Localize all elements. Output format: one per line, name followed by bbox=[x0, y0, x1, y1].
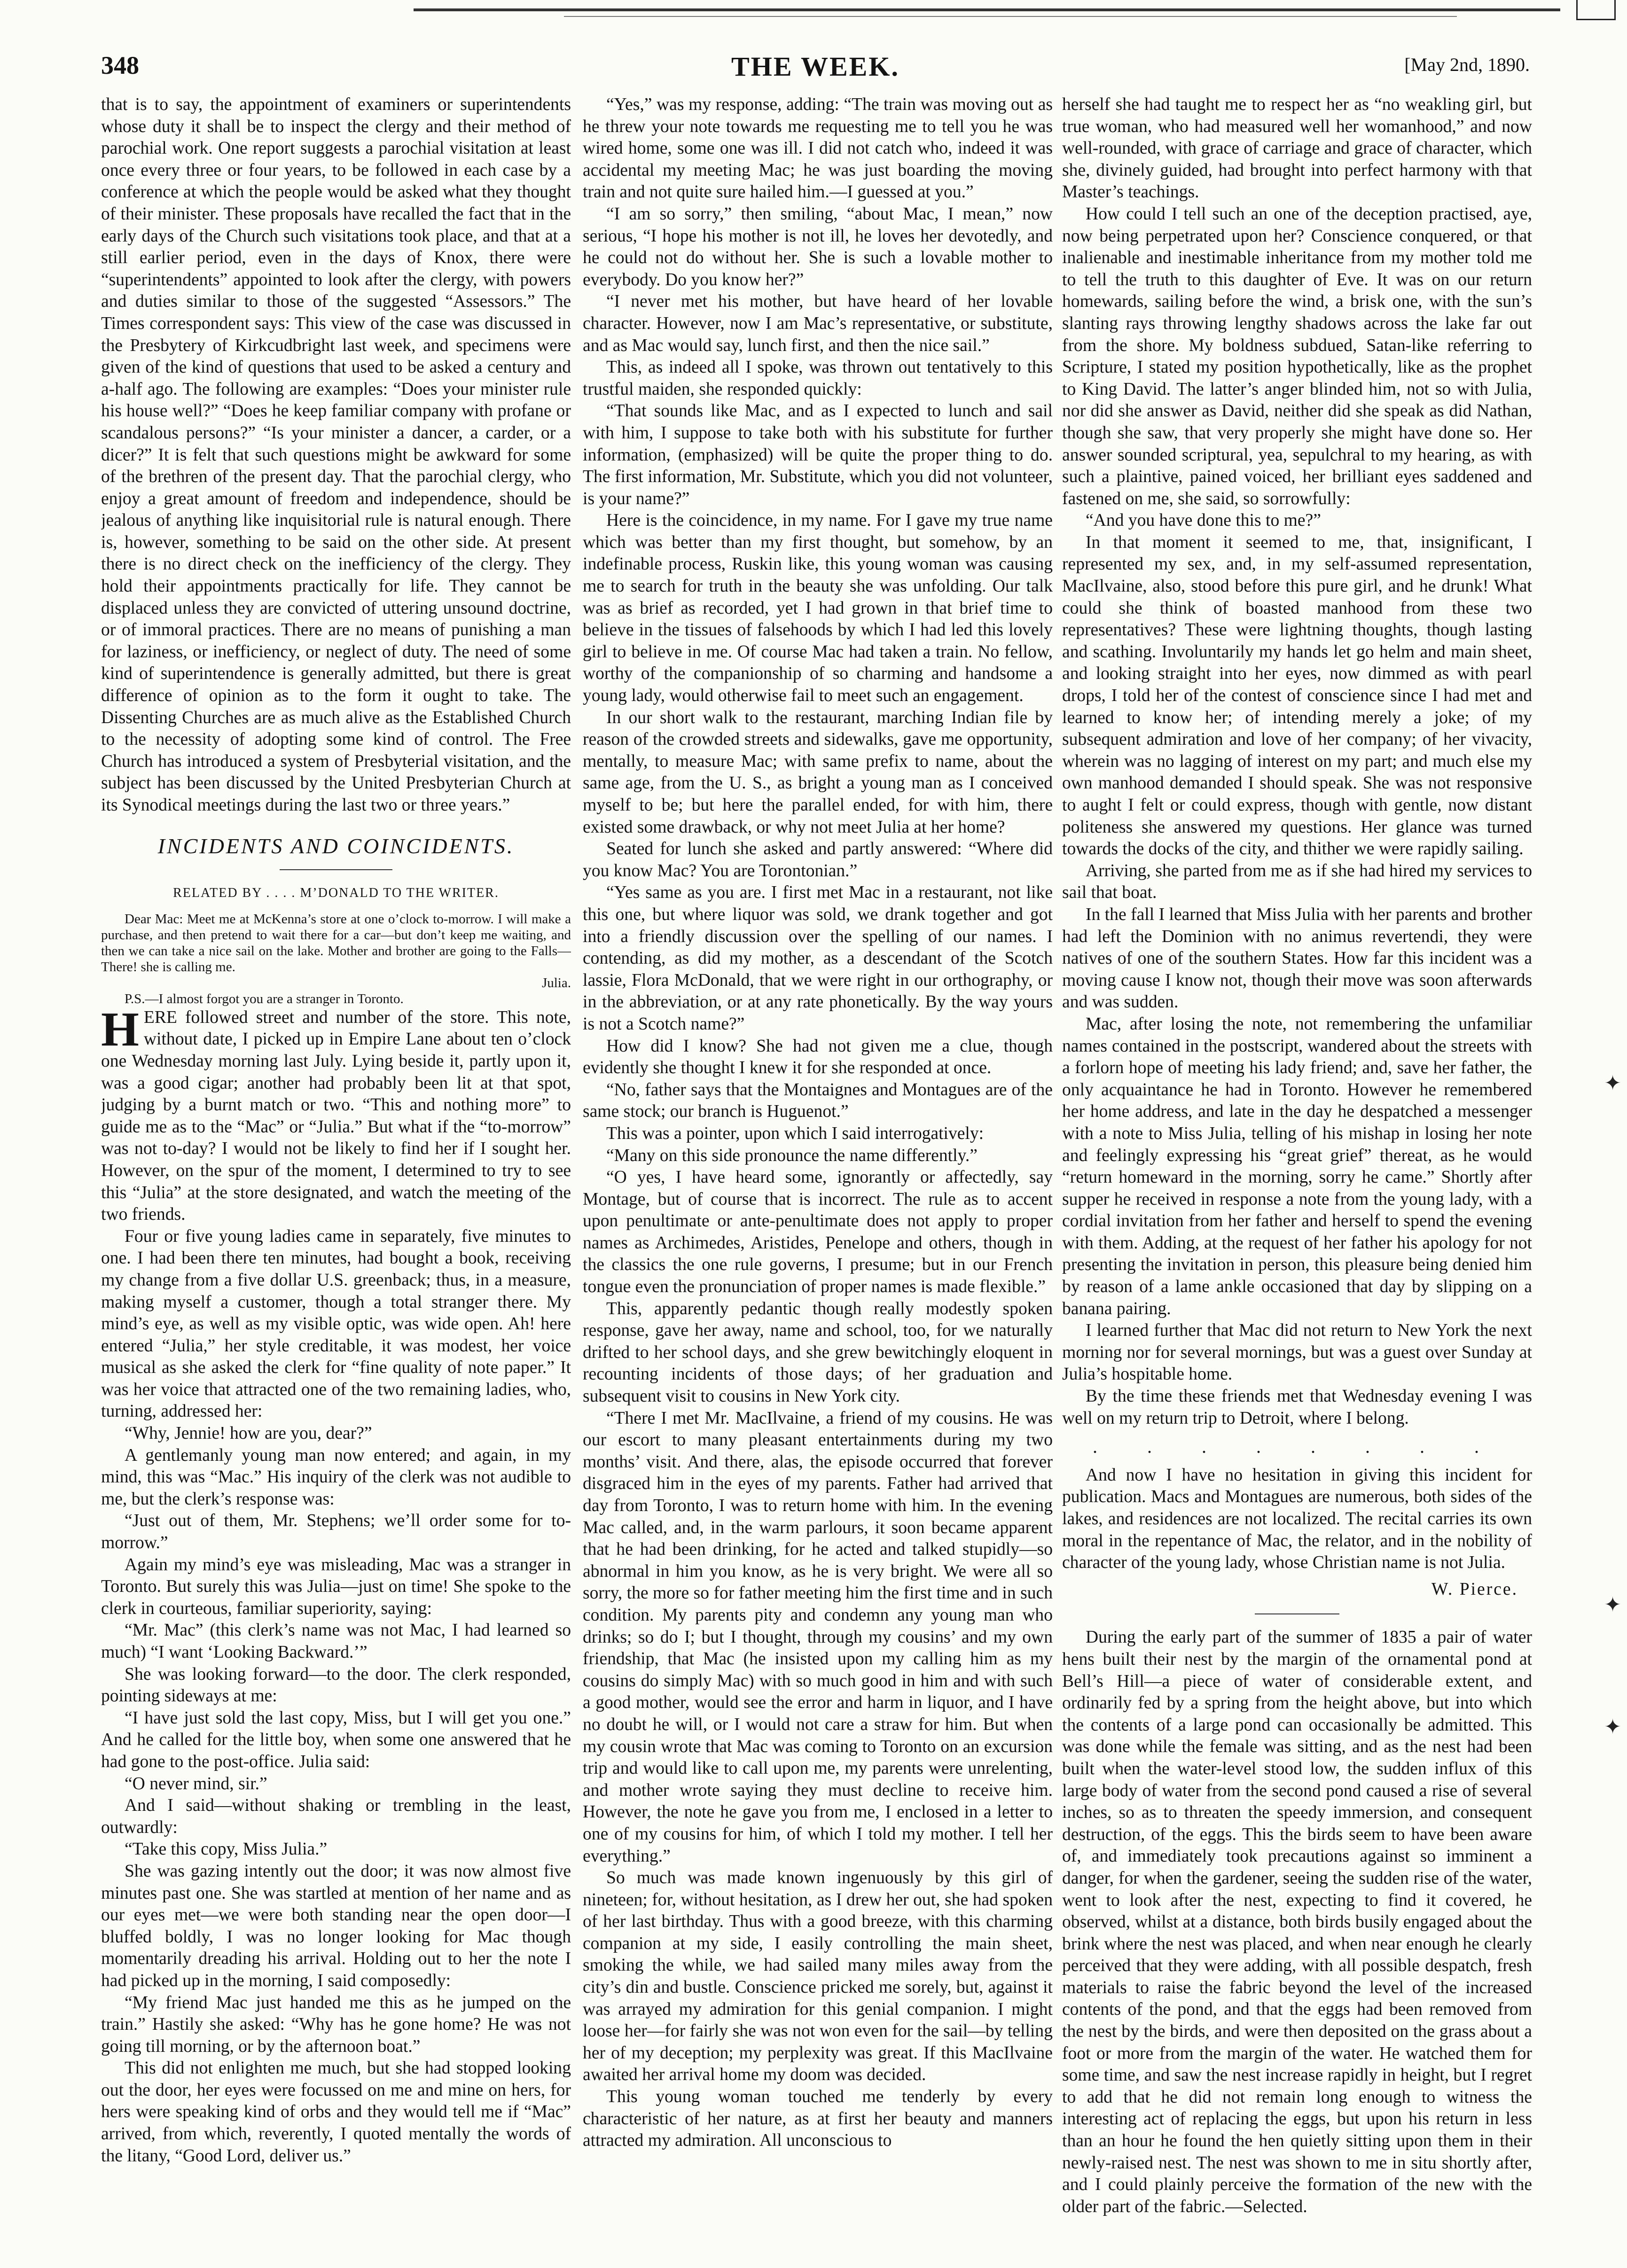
margin-mark: ✦ bbox=[1604, 1593, 1621, 1616]
article-byline: RELATED BY . . . . M’DONALD TO THE WRITER. bbox=[173, 886, 499, 901]
article-paragraph bbox=[101, 1002, 571, 1226]
article-paragraph: And I said—without shaking or trembling in the least, outwardly: bbox=[101, 1796, 571, 1837]
issue-date: [May 2nd, 1890. bbox=[1404, 54, 1530, 75]
article-paragraph: Four or five young ladies came in separately, five minutes to one. I had been there ten minutes, had bought a book, receiving my change from a five dollar U.S. greenback; thus, in a measure, making myself a customer, though a total stranger there. My mind’s eye, as well as my visible optic, was wide open. Ah! here entered “Julia,” her style creditable, it was modest, her voice musical as she asked the clerk for “fine quality of note paper.” It was her voice that attracted one of the two remaining ladies, who, turning, addressed her: bbox=[101, 1226, 571, 1421]
article-paragraph: She was gazing intently out the door; it was now almost five minutes past one. She was startled at mention of her name and as our eyes met—we were both standing near the open door—I bluffed boldly, I was no longer looking for Mac though momentarily dreading his arrival. Holding out to her the note I had picked up in the morning, I said composedly: bbox=[101, 1861, 571, 1990]
article-paragraph: “O never mind, sir.” bbox=[125, 1774, 267, 1793]
drop-cap: H bbox=[101, 1002, 139, 1056]
article-paragraph: Seated for lunch she asked and partly answered: “Where did you know Mac? You are Torontonian.” bbox=[583, 839, 1053, 881]
article-paragraph: This was a pointer, upon which I said interrogatively: bbox=[606, 1123, 984, 1143]
section-divider bbox=[1255, 1613, 1339, 1614]
article-paragraph: “And you have done this to me?” bbox=[1086, 511, 1321, 530]
article-heading: INCIDENTS AND COINCIDENTS. bbox=[157, 834, 515, 858]
top-edge-rule-secondary bbox=[564, 16, 1457, 17]
article-paragraph: “O yes, I have heard some, ignorantly or affectedly, say Montage, but of course that is incorrect. The rule as to accent upon penultimate or ante-penultimate does not apply to proper names as Archimedes, Aristides, Penelope and others, though in the classics the one rule governs, I presume; but in our French tongue even the pronunciation of proper names is made flexible.” bbox=[583, 1168, 1053, 1297]
column-3 bbox=[1062, 94, 1532, 2237]
article-paragraph: In the fall I learned that Miss Julia with her parents and brother had left the Dominion with no animus revertendi, they were natives of one of the southern States. How far this incident was a moving cause I know not, though their move was soon afterwards and was sudden. bbox=[1062, 904, 1532, 1012]
article-paragraph: herself she had taught me to respect her as “no weakling girl, but true woman, who had measured well her womanhood,” and now well-rounded, with grace of carriage and grace of character, which she, divinely guided, had brought into perfect harmony with that Master’s teachings. bbox=[1062, 95, 1532, 202]
article-paragraph: This, apparently pedantic though really modestly spoken response, gave her away, name and school, too, for we naturally drifted to her school days, and she grew bewitchingly eloquent in recounting incidents of those days; of her graduation and subsequent visit to cousins in New York city. bbox=[583, 1299, 1053, 1406]
article-paragraph: So much was made known ingenuously by this girl of nineteen; for, without hesitation, as I drew her out, she had spoken of her last birthday. Thus with a good breeze, with this charming companion at my side, I easily controlling the main sheet, smoking the while, we had sailed many miles away from the city’s din and bustle. Conscience pricked me sorely, but, against it was arrayed my admiration for this genial companion. I might loose her—for fairly she was not won even for the sail—by telling her of my deception; my perplexity was great. If this MacIlvaine awaited her arrival home my doom was decided. bbox=[583, 1868, 1053, 2085]
quoted-letter: Dear Mac: Meet me at McKenna’s store at one o’clock to-morrow. I will make a purchase, and then pretend to wait there for a car—but don’t keep me waiting, and then we can take a nice sail on the lake. Mother and brother are going to the Falls— There! she is calling me. bbox=[101, 911, 571, 974]
author-signature: W. Pierce. bbox=[1431, 1579, 1518, 1599]
article-paragraph: that is to say, the appointment of examiners or superintendents whose duty it shall be to inspect the clergy and their method of parochial work. One report suggests a parochial visitation at least once every three or four years, to be followed in each case by a conference at which the people would be asked what they thought of their minister. These proposals have recalled the fact that in the early days of the Church such visitations took place, and that at a still earlier period, even in the days of Knox, there were “superintendents” appointed to look after the clergy, with powers and duties similar to those of the suggested “Assessors.” The Times correspondent says: This view of the case was discussed in the Presbytery of Kirkcudbright last week, and specimens were given of the kind of questions that used to be asked a century and a-half ago. The following are examples: “Does your minister rule his house well?” “Does he keep familiar company with profane or scandalous persons?” “Is your minister a dancer, a carder, or a dicer?” It is felt that such questions might be awkward for some of the brethren of the present day. That the parochial clergy, who enjoy a great amount of freedom and independence, should be jealous of anything like inquisitorial rule is natural enough. There is, however, something to be said on the other side. At present there is no direct check on the inefficiency of the clergy. They hold their appointments practically for life. They cannot be displaced unless they are convicted of uttering unsound doctrine, or of immoral practices. There are no means of punishing a man for laziness, or inefficiency, or neglect of duty. The need of some kind of superintendence is generally admitted, but there is great difference of opinion as to the form it ought to take. The Dissenting Churches are as much alive as the Established Church to the necessity of adopting some kind of control. The Free Church has introduced a system of Presbyterial visitation, and the subject has been discussed by the United Presbyterian Church at its Synodical meetings during the last two or three years.” bbox=[101, 95, 571, 815]
heading-rule bbox=[280, 869, 392, 870]
column-1 bbox=[101, 94, 571, 2237]
section-dot-separator: . . . . . . . . bbox=[1093, 1436, 1502, 1457]
article-paragraph: “There I met Mr. MacIlvaine, a friend of my cousins. He was our escort to many pleasant entertainments during my two months’ visit. And there, alas, the episode occurred that forever disgraced him in the eyes of my parents. Father had arrived that day from Toronto, I was to return home with him. In the evening Mac called, and, in the warm parlours, it soon became apparent that he had been drinking, for he acted and talked stupidly—so abnormal in him you know, as he is very bright. We were all so sorry, the more so for father meeting him the first time and in such condition. My parents pity and condemn any young man who drinks; so do I; but I thought, through my cousins’ and my own friendship, that Mac (he insisted upon my calling him as my cousins do simply Mac) with so much good in him and with such a good mother, would see the error and harm in liquor, and I have no doubt he will, or I would not care a straw for him. But when my cousin wrote that Mac was coming to Toronto on an excursion trip and would like to call upon me, my parents were unrelenting, and mother wrote saying they must decline to receive him. However, the note he gave you from me, I enclosed in a letter to one of my cousins for him, of which I told my mother. I tell her everything.” bbox=[583, 1408, 1053, 1866]
article-paragraph: Mac, after losing the note, not remembering the unfamiliar names contained in the postscript, wandered about the streets with a forlorn hope of meeting his lady friend; and, save her father, the only acquaintance he had in Toronto. However he remembered her home address, and late in the day he despatched a messenger with a note to Miss Julia, telling of his mishap in losing her note and feelingly expressing his “great grief” thereat, as he would “return homeward in the morning, sorry he came.” Shortly after supper he received in response a note from the young lady, with a cordial invitation from her father and herself to spend the evening with them. Adding, at the request of her father his apology for not presenting the invitation in person, this pleasure being denied him by reason of a lame ankle occasioned that day by slipping on a banana pairing. bbox=[1062, 1014, 1532, 1318]
article-paragraph: “I have just sold the last copy, Miss, but I will get you one.” And he called for the little boy, when some one answered that he had gone to the post-office. Julia said: bbox=[101, 1708, 571, 1771]
article-paragraph: By the time these friends met that Wednesday evening I was well on my return trip to Detroit, where I belong. bbox=[1062, 1387, 1532, 1428]
page-number: 348 bbox=[101, 51, 139, 79]
article-paragraph: “Take this copy, Miss Julia.” bbox=[125, 1839, 328, 1859]
article-paragraph: This young woman touched me tenderly by every characteristic of her nature, as at first her beauty and manners attracted my admiration. All unconscious to bbox=[583, 2087, 1053, 2151]
column-2 bbox=[583, 94, 1053, 2237]
article-paragraph: “That sounds like Mac, and as I expected to lunch and sail with him, I suppose to take both with his substitute for further information, (emphasized) will be quite the proper thing to do. The first information, Mr. Substitute, which you did not volunteer, is your name?” bbox=[583, 401, 1053, 508]
article-paragraph: Arriving, she parted from me as if she had hired my services to sail that boat. bbox=[1062, 861, 1532, 903]
margin-mark: ✦ bbox=[1604, 1715, 1621, 1738]
article-paragraph: And now I have no hesitation in giving this incident for publication. Macs and Montagues are numerous, both sides of the lakes, and residences are not localized. The recital carries its own moral in the repentance of Mac, the relator, and in the nobility of character of the young lady, whose Christian name is not Julia. bbox=[1062, 1465, 1532, 1573]
margin-mark: ✦ bbox=[1604, 1072, 1621, 1095]
article-paragraph: This did not enlighten me much, but she had stopped looking out the door, her eyes were focussed on me and mine on hers, for hers were speaking kind of orbs and they would tell me if “Mac” arrived, from which, reverently, I quoted mentally the words of the litany, “Good Lord, deliver us.” bbox=[101, 2058, 571, 2166]
article-paragraph: During the early part of the summer of 1835 a pair of water hens built their nest by the margin of the ornamental pond at Bell’s Hill—a piece of water of considerable extent, and ordinarily fed by a spring from the height above, but into which the contents of a large pond can occasionally be admitted. This was done while the female was sitting, and as the nest had been built when the water-level stood low, the sudden influx of this large body of water from the second pond caused a rise of several inches, so as to threaten the speedy immersion, and consequent destruction, of the eggs. This the birds seem to have been aware of, and immediately took precautions against so imminent a danger, for when the gardener, seeing the sudden rise of the water, went to look after the nest, expecting to find it covered, he observed, whilst at a distance, both birds busily engaged about the brink where the nest was placed, and when near enough he clearly perceived that they were adding, with all possible despatch, fresh materials to raise the fabric beyond the level of the increased contents of the pond, and that the eggs had been removed from the nest by the birds, and were then deposited on the grass about a foot or more from the margin of the water. He watched them for some time, and saw the nest increase rapidly in height, but I regret to add that he did not remain long enough to witness the interesting act of replacing the eggs, but upon his return in less than an hour he found the hen quietly sitting upon them in their newly-raised nest. The nest was shown to me in situ shortly after, and I could plainly perceive the formation of the new with the older part of the fabric.—Selected. bbox=[1062, 1628, 1532, 2216]
article-paragraph: “Many on this side pronounce the name differently.” bbox=[606, 1146, 978, 1165]
article-paragraph: I learned further that Mac did not return to New York the next morning nor for several mornings, but was a guest over Sunday at Julia’s hospitable home. bbox=[1062, 1321, 1532, 1384]
article-paragraph: In that moment it seemed to me, that, insignificant, I represented my sex, and, in my self-assumed representation, MacIlvaine, also, stood before this pure girl, and he drunk! What could she think of boasted manhood from these two representatives? These were lightning thoughts, though lasting and scathing. Involuntarily my hands let go helm and main sheet, and looking straight into her eyes, now dimmed as with pearl drops, I told her of the contest of conscience since I had met and learned to know her; of intending merely a joke; of my subsequent admiration and love of her company; of her vivacity, wherein was no lagging of interest on my part; and much else my own manhood demanded I should speak. She was not responsive to aught I felt or could express, though with gentle, now distant politeness she answered my questions. Her glance was turned towards the docks of the city, and thither we were rapidly sailing. bbox=[1062, 532, 1532, 859]
paragraph-text: ERE followed street and number of the store. This note, without date, I picked up in Empire Lane about ten o’clock one Wednesday morning last July. Lying beside it, partly upon it, was a good cigar; another had probably been lit at that spot, judging by a burnt match or two. “This and nothing more” to guide me as to the “Mac” or “Julia.” But what if the “to-morrow” was not to-day? I would not be likely to find her if I sought her. However, on the spur of the moment, I determined to try to see this “Julia” at the store designated, and watch the meeting of the two friends. bbox=[101, 1007, 571, 1224]
running-title: THE WEEK. bbox=[731, 51, 900, 82]
article-paragraph: She was looking forward—to the door. The clerk responded, pointing sideways at me: bbox=[101, 1664, 571, 1706]
article-paragraph: “Mr. Mac” (this clerk’s name was not Mac, I had learned so much) “I want ‘Looking Backward.’” bbox=[101, 1621, 571, 1662]
article-paragraph: “Why, Jennie! how are you, dear?” bbox=[125, 1424, 372, 1443]
article-paragraph: “Just out of them, Mr. Stephens; we’ll order some for to-morrow.” bbox=[101, 1511, 571, 1553]
article-paragraph: “No, father says that the Montaignes and Montagues are of the same stock; our branch is Huguenot.” bbox=[583, 1080, 1053, 1122]
article-paragraph: “I am so sorry,” then smiling, “about Mac, I mean,” now serious, “I hope his mother is not ill, he loves her devotedly, and he could not do without her. She is such a lovable mother to everybody. Do you know her?” bbox=[583, 204, 1053, 289]
article-paragraph: In our short walk to the restaurant, marching Indian file by reason of the crowded streets and sidewalks, gave me opportunity, mentally, to measure Mac; with same prefix to name, about the same age, from the U. S., as bright a young man as I conceived myself to be; but here the parallel ended, for with him, there existed some drawback, or why not meet Julia at her home? bbox=[583, 708, 1053, 837]
article-paragraph: “My friend Mac just handed me this as he jumped on the train.” Hastily she asked: “Why has he gone home? He was not going till morning, or by the afternoon boat.” bbox=[101, 1993, 571, 2056]
article-paragraph: This, as indeed all I spoke, was thrown out tentatively to this trustful maiden, she responded quickly: bbox=[583, 358, 1053, 399]
page-corner-tab bbox=[1576, 0, 1616, 20]
article-paragraph: Again my mind’s eye was misleading, Mac was a stranger in Toronto. But surely this was Julia—just on time! She spoke to the clerk in courteous, familiar superiority, saying: bbox=[101, 1555, 571, 1618]
article-paragraph: A gentlemanly young man now entered; and again, in my mind, this was “Mac.” His inquiry of the clerk was not audible to me, but the clerk’s response was: bbox=[101, 1445, 571, 1509]
letter-postscript: P.S.—I almost forgot you are a stranger in Toronto. bbox=[125, 991, 404, 1006]
article-paragraph: How did I know? She had not given me a clue, though evidently she thought I knew it for she responded at once. bbox=[583, 1036, 1053, 1078]
page-header bbox=[101, 51, 1530, 84]
article-paragraph: “I never met his mother, but have heard of her lovable character. However, now I am Mac’s representative, or substitute, and as Mac would say, lunch first, and then the nice sail.” bbox=[583, 292, 1053, 355]
article-paragraph: How could I tell such an one of the deception practised, aye, now being perpetrated upon her? Conscience conquered, or that inalienable and inestimable inheritance from my mother told me to tell the truth to this daughter of Eve. It was on our return homewards, sailing before the wind, a brisk one, with the sun’s slanting rays throwing lengthy shadows across the lake far out from the shore. My boldness subdued, Satan-like referring to Scripture, I stated my position hypothetically, like as the prophet to King David. The latter’s anger blinded him, not so with Julia, nor did she answer as David, neither did she speak as did Nathan, though she saw, that very properly she might have done so. Her answer sounded scriptural, yea, sepulchral to my hearing, as with such a plaintive, pained voiced, her brilliant eyes saddened and fastened on me, she said, so sorrowfully: bbox=[1062, 204, 1532, 508]
letter-signature: Julia. bbox=[541, 975, 571, 990]
article-paragraph: Here is the coincidence, in my name. For I gave my true name which was better than my first thought, but somehow, by an indefinable process, Ruskin like, this young woman was causing me to search for truth in the beauty she was unfolding. Our talk was as brief as recorded, yet I had grown in that brief time to believe in the tissues of falsehoods by which I had led this lovely girl to believe in me. Of course Mac had taken a train. No fellow, worthy of the companionship of so charming and handsome a young lady, would otherwise fail to meet such an engagement. bbox=[583, 511, 1053, 706]
top-edge-rule bbox=[414, 8, 1560, 11]
article-paragraph: “Yes same as you are. I first met Mac in a restaurant, not like this one, but where liquor was sold, we drank together and got into a friendly discussion over the spelling of our names. I contending, as did my mother, as a descendant of the Scotch lassie, Flora McDonald, that we were right in our orthography, or in the abbreviation, or at any rate phonetically. By the way yours is not a Scotch name?” bbox=[583, 883, 1053, 1034]
article-paragraph: “Yes,” was my response, adding: “The train was moving out as he threw your note towards me requesting me to tell you he was wired home, some one was ill. I did not catch who, indeed it was accidental my meeting Mac; he was just boarding the moving train and not quite sure hailed him.—I guessed at you.” bbox=[583, 95, 1053, 202]
